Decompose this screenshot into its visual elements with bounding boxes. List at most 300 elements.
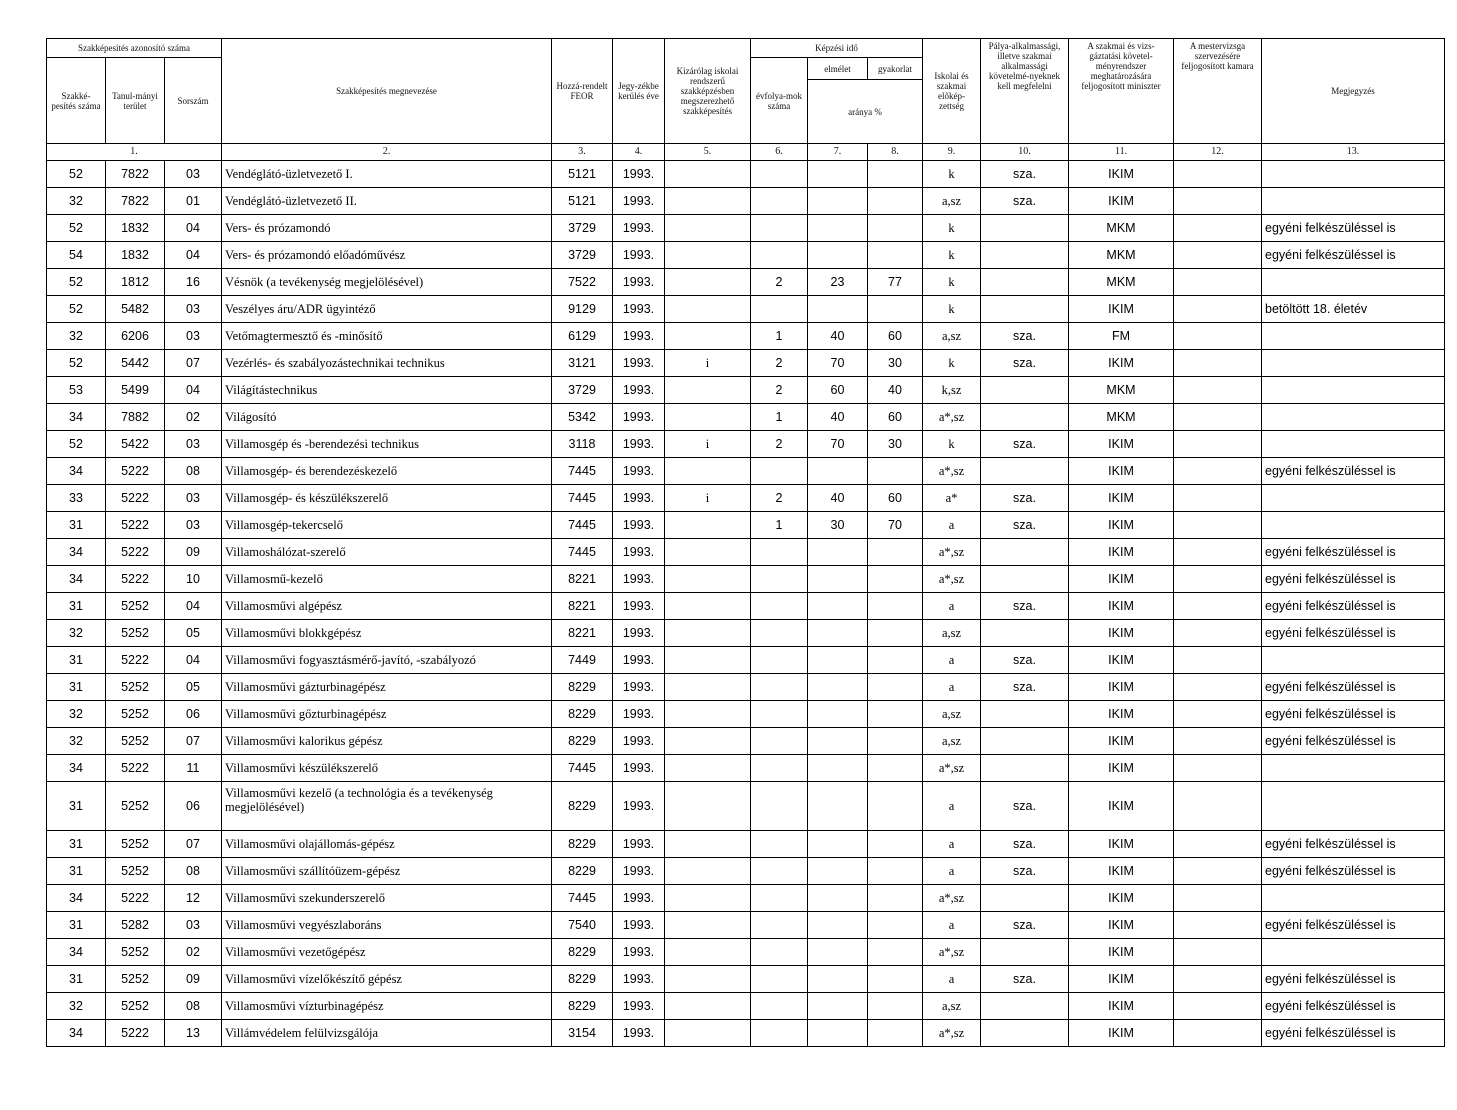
cell-jegyzekbe-eve: 1993. xyxy=(613,269,665,296)
cell-tanulmanyi-terulet: 5252 xyxy=(106,701,165,728)
cell-elokepzettseg: a*,sz xyxy=(923,566,981,593)
cell-palyaalkalmassag: sza. xyxy=(981,188,1069,215)
cell-szakkepesites-szama: 33 xyxy=(47,485,106,512)
cell-sorszam: 11 xyxy=(165,755,222,782)
cell-kizarolag-iskolai xyxy=(665,188,751,215)
cell-szakkepesites-szama: 52 xyxy=(47,431,106,458)
cell-szakkepesites-szama: 31 xyxy=(47,512,106,539)
cell-tanulmanyi-terulet: 5222 xyxy=(106,485,165,512)
cell-tanulmanyi-terulet: 5252 xyxy=(106,674,165,701)
cell-megjegyzes xyxy=(1262,404,1445,431)
cell-feor: 8221 xyxy=(552,620,613,647)
cell-szakkepesites-szama: 32 xyxy=(47,701,106,728)
cell-kizarolag-iskolai xyxy=(665,993,751,1020)
table-row xyxy=(47,269,1445,296)
cell-palyaalkalmassag: sza. xyxy=(981,831,1069,858)
cell-jegyzekbe-eve: 1993. xyxy=(613,377,665,404)
cell-elokepzettseg: a*,sz xyxy=(923,1020,981,1047)
cell-megnevezes: Vezérlés- és szabályozástechnikai technikus xyxy=(222,350,552,377)
cell-palyaalkalmassag xyxy=(981,566,1069,593)
table-row xyxy=(47,1020,1445,1047)
cell-miniszter: IKIM xyxy=(1069,458,1174,485)
cell-evfolyamok xyxy=(751,161,808,188)
cell-miniszter: FM xyxy=(1069,323,1174,350)
column-number: 11. xyxy=(1069,144,1174,161)
cell-kamara xyxy=(1174,885,1262,912)
cell-jegyzekbe-eve: 1993. xyxy=(613,912,665,939)
cell-szakkepesites-szama: 31 xyxy=(47,593,106,620)
table-row xyxy=(47,323,1445,350)
cell-feor: 3729 xyxy=(552,377,613,404)
cell-sorszam: 02 xyxy=(165,404,222,431)
cell-elmelet: 40 xyxy=(808,323,868,350)
cell-feor: 3154 xyxy=(552,1020,613,1047)
cell-kamara xyxy=(1174,188,1262,215)
header-tanulmanyi-terulet: Tanul-mányi terület xyxy=(106,58,165,144)
cell-elokepzettseg: a xyxy=(923,966,981,993)
cell-tanulmanyi-terulet: 5252 xyxy=(106,782,165,831)
cell-szakkepesites-szama: 31 xyxy=(47,831,106,858)
cell-kizarolag-iskolai xyxy=(665,593,751,620)
cell-elmelet: 30 xyxy=(808,512,868,539)
cell-elokepzettseg: a,sz xyxy=(923,993,981,1020)
cell-jegyzekbe-eve: 1993. xyxy=(613,539,665,566)
cell-palyaalkalmassag xyxy=(981,1020,1069,1047)
cell-jegyzekbe-eve: 1993. xyxy=(613,620,665,647)
cell-elmelet xyxy=(808,831,868,858)
cell-miniszter: IKIM xyxy=(1069,620,1174,647)
cell-sorszam: 07 xyxy=(165,728,222,755)
cell-megnevezes: Villamosgép- és berendezéskezelő xyxy=(222,458,552,485)
cell-megnevezes: Vers- és prózamondó xyxy=(222,215,552,242)
cell-miniszter: MKM xyxy=(1069,242,1174,269)
cell-evfolyamok: 2 xyxy=(751,485,808,512)
cell-kizarolag-iskolai xyxy=(665,674,751,701)
cell-evfolyamok xyxy=(751,458,808,485)
cell-megjegyzes xyxy=(1262,377,1445,404)
cell-evfolyamok: 2 xyxy=(751,269,808,296)
cell-elokepzettseg: a xyxy=(923,782,981,831)
cell-miniszter: MKM xyxy=(1069,269,1174,296)
column-number: 3. xyxy=(552,144,613,161)
cell-tanulmanyi-terulet: 5499 xyxy=(106,377,165,404)
cell-jegyzekbe-eve: 1993. xyxy=(613,431,665,458)
cell-gyakorlat xyxy=(868,966,923,993)
cell-elokepzettseg: k xyxy=(923,215,981,242)
column-number: 7. xyxy=(808,144,868,161)
cell-kizarolag-iskolai xyxy=(665,728,751,755)
table-row xyxy=(47,620,1445,647)
cell-szakkepesites-szama: 32 xyxy=(47,188,106,215)
cell-elmelet xyxy=(808,539,868,566)
cell-gyakorlat xyxy=(868,939,923,966)
cell-palyaalkalmassag xyxy=(981,269,1069,296)
cell-megnevezes: Villamosművi fogyasztásmérő-javító, -szabályozó xyxy=(222,647,552,674)
cell-miniszter: IKIM xyxy=(1069,674,1174,701)
cell-palyaalkalmassag xyxy=(981,458,1069,485)
cell-sorszam: 03 xyxy=(165,296,222,323)
cell-sorszam: 12 xyxy=(165,885,222,912)
cell-palyaalkalmassag xyxy=(981,728,1069,755)
column-number: 4. xyxy=(613,144,665,161)
cell-tanulmanyi-terulet: 5222 xyxy=(106,885,165,912)
cell-megjegyzes: egyéni felkészüléssel is xyxy=(1262,593,1445,620)
cell-elokepzettseg: a*,sz xyxy=(923,939,981,966)
cell-szakkepesites-szama: 34 xyxy=(47,566,106,593)
cell-megjegyzes xyxy=(1262,885,1445,912)
cell-elokepzettseg: k,sz xyxy=(923,377,981,404)
cell-kizarolag-iskolai xyxy=(665,377,751,404)
cell-tanulmanyi-terulet: 5252 xyxy=(106,593,165,620)
cell-kamara xyxy=(1174,782,1262,831)
cell-jegyzekbe-eve: 1993. xyxy=(613,755,665,782)
cell-megjegyzes: egyéni felkészüléssel is xyxy=(1262,566,1445,593)
table-row xyxy=(47,377,1445,404)
cell-megnevezes: Villamosművi vízturbinagépész xyxy=(222,993,552,1020)
cell-szakkepesites-szama: 34 xyxy=(47,939,106,966)
cell-megjegyzes xyxy=(1262,431,1445,458)
cell-kizarolag-iskolai xyxy=(665,858,751,885)
cell-feor: 8221 xyxy=(552,566,613,593)
cell-sorszam: 07 xyxy=(165,350,222,377)
cell-gyakorlat: 70 xyxy=(868,512,923,539)
cell-elokepzettseg: a xyxy=(923,647,981,674)
cell-sorszam: 06 xyxy=(165,701,222,728)
cell-miniszter: IKIM xyxy=(1069,296,1174,323)
table-row xyxy=(47,755,1445,782)
cell-megjegyzes xyxy=(1262,323,1445,350)
cell-evfolyamok xyxy=(751,912,808,939)
cell-tanulmanyi-terulet: 7882 xyxy=(106,404,165,431)
cell-elokepzettseg: a,sz xyxy=(923,701,981,728)
cell-jegyzekbe-eve: 1993. xyxy=(613,242,665,269)
cell-elokepzettseg: a*,sz xyxy=(923,885,981,912)
cell-feor: 5121 xyxy=(552,161,613,188)
cell-tanulmanyi-terulet: 5222 xyxy=(106,647,165,674)
cell-feor: 7445 xyxy=(552,458,613,485)
cell-palyaalkalmassag: sza. xyxy=(981,647,1069,674)
cell-sorszam: 08 xyxy=(165,458,222,485)
cell-evfolyamok: 2 xyxy=(751,431,808,458)
cell-feor: 5121 xyxy=(552,188,613,215)
cell-jegyzekbe-eve: 1993. xyxy=(613,701,665,728)
register-sheet xyxy=(46,38,1445,1047)
cell-jegyzekbe-eve: 1993. xyxy=(613,566,665,593)
cell-megnevezes: Világítástechnikus xyxy=(222,377,552,404)
cell-gyakorlat xyxy=(868,993,923,1020)
cell-palyaalkalmassag xyxy=(981,620,1069,647)
table-row xyxy=(47,782,1445,831)
cell-megnevezes: Villamosművi vezetőgépész xyxy=(222,939,552,966)
cell-sorszam: 09 xyxy=(165,966,222,993)
header-miniszter: A szakmai és vizs-gáztatási követel-ményrendszer meghatározására feljogosított miniszter xyxy=(1069,39,1174,144)
column-number: 8. xyxy=(868,144,923,161)
cell-tanulmanyi-terulet: 5222 xyxy=(106,755,165,782)
cell-elmelet xyxy=(808,912,868,939)
cell-sorszam: 04 xyxy=(165,647,222,674)
cell-elmelet: 60 xyxy=(808,377,868,404)
cell-jegyzekbe-eve: 1993. xyxy=(613,404,665,431)
cell-miniszter: IKIM xyxy=(1069,188,1174,215)
cell-tanulmanyi-terulet: 5252 xyxy=(106,858,165,885)
cell-megnevezes: Vetőmagtermesztő és -minősítő xyxy=(222,323,552,350)
cell-elmelet xyxy=(808,939,868,966)
cell-kamara xyxy=(1174,431,1262,458)
cell-megnevezes: Villamosművi gőzturbinagépész xyxy=(222,701,552,728)
cell-gyakorlat: 30 xyxy=(868,431,923,458)
cell-elokepzettseg: k xyxy=(923,296,981,323)
cell-jegyzekbe-eve: 1993. xyxy=(613,647,665,674)
cell-megnevezes: Villamosművi blokkgépész xyxy=(222,620,552,647)
cell-evfolyamok: 1 xyxy=(751,512,808,539)
cell-gyakorlat xyxy=(868,458,923,485)
cell-elokepzettseg: a xyxy=(923,512,981,539)
cell-miniszter: IKIM xyxy=(1069,939,1174,966)
cell-evfolyamok: 1 xyxy=(751,323,808,350)
cell-feor: 7522 xyxy=(552,269,613,296)
cell-szakkepesites-szama: 34 xyxy=(47,539,106,566)
cell-elmelet xyxy=(808,993,868,1020)
cell-palyaalkalmassag xyxy=(981,215,1069,242)
cell-sorszam: 05 xyxy=(165,620,222,647)
cell-megnevezes: Villámvédelem felülvizsgálója xyxy=(222,1020,552,1047)
cell-miniszter: IKIM xyxy=(1069,782,1174,831)
cell-miniszter: IKIM xyxy=(1069,539,1174,566)
cell-megjegyzes: egyéni felkészüléssel is xyxy=(1262,674,1445,701)
table-row xyxy=(47,161,1445,188)
cell-megjegyzes xyxy=(1262,782,1445,831)
cell-elokepzettseg: a,sz xyxy=(923,323,981,350)
cell-palyaalkalmassag: sza. xyxy=(981,350,1069,377)
cell-miniszter: IKIM xyxy=(1069,755,1174,782)
cell-elmelet xyxy=(808,755,868,782)
cell-elmelet xyxy=(808,296,868,323)
cell-sorszam: 05 xyxy=(165,674,222,701)
table-row xyxy=(47,404,1445,431)
cell-megjegyzes xyxy=(1262,512,1445,539)
cell-megnevezes: Villamosművi vegyészlaboráns xyxy=(222,912,552,939)
cell-szakkepesites-szama: 34 xyxy=(47,885,106,912)
cell-evfolyamok xyxy=(751,831,808,858)
cell-gyakorlat: 60 xyxy=(868,404,923,431)
cell-sorszam: 02 xyxy=(165,939,222,966)
cell-megjegyzes xyxy=(1262,939,1445,966)
cell-megjegyzes: egyéni felkészüléssel is xyxy=(1262,858,1445,885)
cell-jegyzekbe-eve: 1993. xyxy=(613,350,665,377)
cell-elokepzettseg: a,sz xyxy=(923,188,981,215)
cell-sorszam: 01 xyxy=(165,188,222,215)
cell-miniszter: IKIM xyxy=(1069,831,1174,858)
table-row xyxy=(47,831,1445,858)
cell-megnevezes: Világosító xyxy=(222,404,552,431)
cell-kizarolag-iskolai: i xyxy=(665,350,751,377)
header-megnevezes: Szakképesítés megnevezése xyxy=(222,39,552,144)
cell-szakkepesites-szama: 31 xyxy=(47,858,106,885)
cell-szakkepesites-szama: 34 xyxy=(47,404,106,431)
header-evfolyamok: évfolya-mok száma xyxy=(751,58,808,144)
cell-megjegyzes: egyéni felkészüléssel is xyxy=(1262,912,1445,939)
cell-kamara xyxy=(1174,728,1262,755)
cell-elokepzettseg: a xyxy=(923,674,981,701)
cell-tanulmanyi-terulet: 6206 xyxy=(106,323,165,350)
cell-gyakorlat: 60 xyxy=(868,323,923,350)
cell-tanulmanyi-terulet: 5252 xyxy=(106,966,165,993)
cell-megnevezes: Vers- és prózamondó előadóművész xyxy=(222,242,552,269)
cell-palyaalkalmassag: sza. xyxy=(981,512,1069,539)
column-number-row xyxy=(47,144,1445,161)
cell-megnevezes: Villamoshálózat-szerelő xyxy=(222,539,552,566)
cell-palyaalkalmassag: sza. xyxy=(981,858,1069,885)
cell-sorszam: 04 xyxy=(165,593,222,620)
cell-jegyzekbe-eve: 1993. xyxy=(613,831,665,858)
cell-kamara xyxy=(1174,593,1262,620)
cell-palyaalkalmassag xyxy=(981,885,1069,912)
cell-evfolyamok xyxy=(751,858,808,885)
table-row xyxy=(47,647,1445,674)
cell-feor: 8229 xyxy=(552,993,613,1020)
cell-tanulmanyi-terulet: 5222 xyxy=(106,512,165,539)
cell-kamara xyxy=(1174,674,1262,701)
cell-feor: 8229 xyxy=(552,674,613,701)
header-feor: Hozzá-rendelt FEOR xyxy=(552,39,613,144)
table-row xyxy=(47,728,1445,755)
cell-feor: 3729 xyxy=(552,242,613,269)
table-row xyxy=(47,566,1445,593)
cell-sorszam: 04 xyxy=(165,242,222,269)
column-number: 9. xyxy=(923,144,981,161)
cell-megjegyzes: egyéni felkészüléssel is xyxy=(1262,831,1445,858)
cell-evfolyamok: 1 xyxy=(751,404,808,431)
cell-kamara xyxy=(1174,858,1262,885)
cell-kamara xyxy=(1174,939,1262,966)
column-number: 2. xyxy=(222,144,552,161)
cell-evfolyamok xyxy=(751,701,808,728)
cell-sorszam: 07 xyxy=(165,831,222,858)
cell-kizarolag-iskolai xyxy=(665,512,751,539)
cell-gyakorlat xyxy=(868,593,923,620)
cell-feor: 3729 xyxy=(552,215,613,242)
cell-feor: 7445 xyxy=(552,512,613,539)
cell-szakkepesites-szama: 34 xyxy=(47,755,106,782)
cell-kizarolag-iskolai xyxy=(665,269,751,296)
cell-kamara xyxy=(1174,966,1262,993)
cell-elmelet xyxy=(808,566,868,593)
cell-kizarolag-iskolai: i xyxy=(665,485,751,512)
cell-sorszam: 03 xyxy=(165,512,222,539)
cell-jegyzekbe-eve: 1993. xyxy=(613,1020,665,1047)
cell-miniszter: IKIM xyxy=(1069,485,1174,512)
cell-evfolyamok xyxy=(751,539,808,566)
cell-sorszam: 09 xyxy=(165,539,222,566)
cell-elmelet: 40 xyxy=(808,485,868,512)
cell-elmelet xyxy=(808,593,868,620)
cell-gyakorlat xyxy=(868,912,923,939)
header-szakkepesites-szama: Szakké-pesítés száma xyxy=(47,58,106,144)
table-row xyxy=(47,966,1445,993)
cell-tanulmanyi-terulet: 1812 xyxy=(106,269,165,296)
cell-megjegyzes: egyéni felkészüléssel is xyxy=(1262,966,1445,993)
cell-feor: 3118 xyxy=(552,431,613,458)
cell-evfolyamok xyxy=(751,566,808,593)
cell-kizarolag-iskolai xyxy=(665,566,751,593)
cell-tanulmanyi-terulet: 5252 xyxy=(106,831,165,858)
cell-kizarolag-iskolai xyxy=(665,161,751,188)
cell-szakkepesites-szama: 32 xyxy=(47,993,106,1020)
cell-kizarolag-iskolai xyxy=(665,939,751,966)
cell-palyaalkalmassag: sza. xyxy=(981,323,1069,350)
cell-evfolyamok xyxy=(751,755,808,782)
cell-tanulmanyi-terulet: 5252 xyxy=(106,728,165,755)
cell-elokepzettseg: a*,sz xyxy=(923,458,981,485)
cell-kamara xyxy=(1174,296,1262,323)
cell-elmelet xyxy=(808,188,868,215)
cell-szakkepesites-szama: 52 xyxy=(47,269,106,296)
cell-elokepzettseg: a*,sz xyxy=(923,755,981,782)
cell-jegyzekbe-eve: 1993. xyxy=(613,215,665,242)
cell-feor: 8229 xyxy=(552,701,613,728)
cell-palyaalkalmassag: sza. xyxy=(981,912,1069,939)
cell-feor: 8229 xyxy=(552,782,613,831)
table-row xyxy=(47,993,1445,1020)
cell-elmelet: 70 xyxy=(808,350,868,377)
cell-kizarolag-iskolai xyxy=(665,1020,751,1047)
table-row xyxy=(47,215,1445,242)
cell-kamara xyxy=(1174,1020,1262,1047)
cell-jegyzekbe-eve: 1993. xyxy=(613,966,665,993)
cell-feor: 8229 xyxy=(552,858,613,885)
cell-tanulmanyi-terulet: 5482 xyxy=(106,296,165,323)
cell-megnevezes: Villamosmű-kezelő xyxy=(222,566,552,593)
cell-miniszter: MKM xyxy=(1069,404,1174,431)
cell-palyaalkalmassag xyxy=(981,242,1069,269)
cell-gyakorlat xyxy=(868,782,923,831)
cell-palyaalkalmassag xyxy=(981,404,1069,431)
cell-kamara xyxy=(1174,161,1262,188)
cell-kamara xyxy=(1174,620,1262,647)
cell-miniszter: IKIM xyxy=(1069,701,1174,728)
cell-jegyzekbe-eve: 1993. xyxy=(613,512,665,539)
cell-palyaalkalmassag xyxy=(981,539,1069,566)
column-number: 5. xyxy=(665,144,751,161)
header-group-identifier: Szakképesítés azonosító száma xyxy=(47,39,222,58)
cell-feor: 9129 xyxy=(552,296,613,323)
column-number: 6. xyxy=(751,144,808,161)
cell-kamara xyxy=(1174,485,1262,512)
cell-elmelet xyxy=(808,647,868,674)
cell-jegyzekbe-eve: 1993. xyxy=(613,188,665,215)
cell-kamara xyxy=(1174,755,1262,782)
cell-jegyzekbe-eve: 1993. xyxy=(613,728,665,755)
cell-kizarolag-iskolai xyxy=(665,647,751,674)
cell-miniszter: IKIM xyxy=(1069,512,1174,539)
cell-feor: 5342 xyxy=(552,404,613,431)
cell-gyakorlat xyxy=(868,215,923,242)
cell-evfolyamok xyxy=(751,593,808,620)
table-row xyxy=(47,485,1445,512)
cell-elokepzettseg: k xyxy=(923,161,981,188)
cell-palyaalkalmassag: sza. xyxy=(981,431,1069,458)
cell-gyakorlat: 60 xyxy=(868,485,923,512)
cell-miniszter: IKIM xyxy=(1069,647,1174,674)
cell-sorszam: 03 xyxy=(165,323,222,350)
cell-evfolyamok xyxy=(751,647,808,674)
cell-jegyzekbe-eve: 1993. xyxy=(613,993,665,1020)
table-body xyxy=(47,161,1445,1047)
table-row xyxy=(47,593,1445,620)
cell-miniszter: IKIM xyxy=(1069,431,1174,458)
table-header xyxy=(47,39,1445,161)
cell-tanulmanyi-terulet: 7822 xyxy=(106,161,165,188)
